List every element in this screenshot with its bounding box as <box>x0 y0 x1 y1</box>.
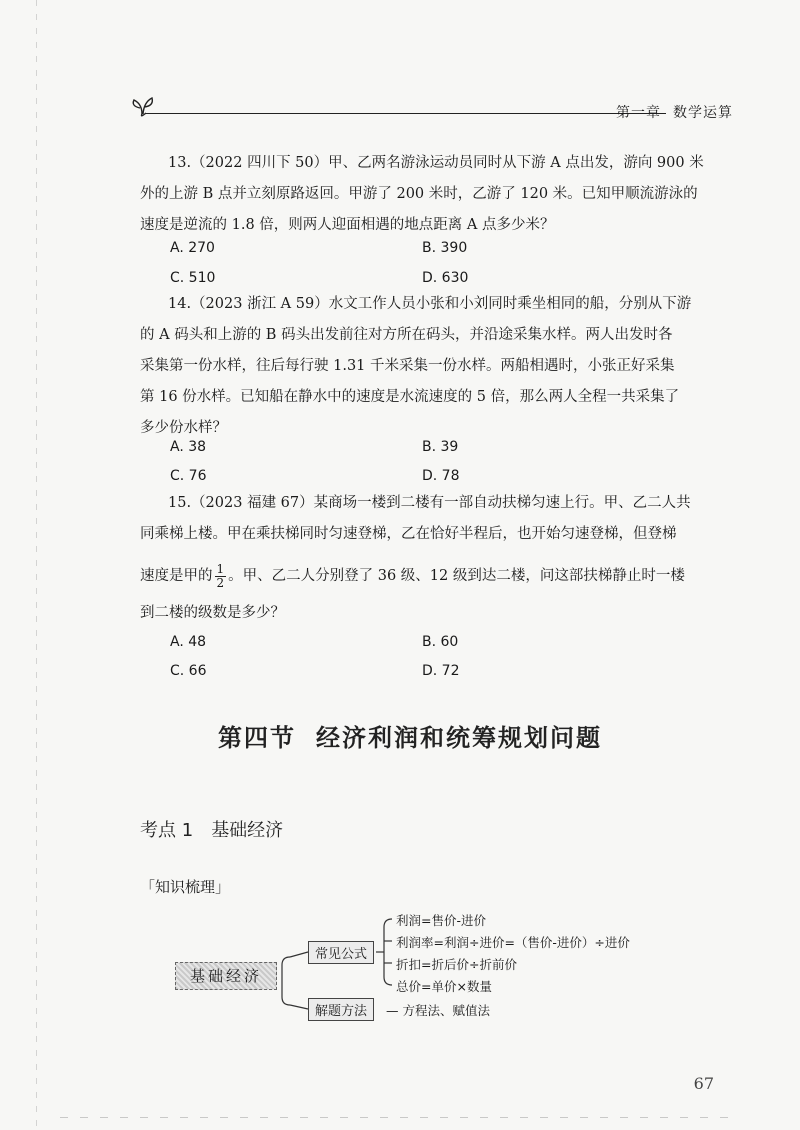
page-scan-edge-bottom <box>60 1117 740 1118</box>
question-line: 到二楼的级数是多少？ <box>140 605 285 621</box>
option-d: D. 630 <box>422 270 469 286</box>
option-d: D. 78 <box>422 468 460 484</box>
mindmap-branch-methods: 解题方法 <box>308 998 374 1021</box>
option-a: A. 48 <box>170 634 207 650</box>
option-c: C. 66 <box>170 663 207 679</box>
chapter-title <box>604 102 733 122</box>
option-b: B. 39 <box>422 439 459 455</box>
question-line: 速度是甲的 $\frac{1}{2}$ 。甲、乙二人分别登了 36 级、12 级到达二楼，问这部扶梯静止时一楼 <box>140 561 685 590</box>
formula-item: 利润率=利润÷进价=（售价-进价）÷进价 <box>396 935 630 950</box>
header-rule <box>146 113 666 114</box>
page-scan-edge <box>36 0 37 1130</box>
question-13 <box>140 148 720 241</box>
question-line: 14.（2023 浙江 A 59）水文工作人员小张和小刘同时乘坐相同的船，分别从下游 <box>168 296 692 312</box>
formula-item: 总价=单价×数量 <box>396 979 492 994</box>
option-a: A. 38 <box>170 439 207 455</box>
question-14 <box>140 289 720 444</box>
question-line: 同乘梯上楼。甲在乘扶梯同时匀速登梯，乙在恰好半程后，也开始匀速登梯，但登梯 <box>140 526 677 542</box>
option-d: D. 72 <box>422 663 460 679</box>
question-line: 采集第一份水样，往后每行驶 1.31 千米采集一份水样。两船相遇时，小张正好采集 <box>140 358 675 374</box>
question-line: 外的上游 B 点并立刻原路返回。甲游了 200 米时，乙游了 120 米。已知甲顺流游泳的 <box>140 186 698 202</box>
fraction-one-half: $\frac{1}{2}$ <box>216 561 225 590</box>
mindmap-branch-formulas: 常见公式 <box>308 941 374 964</box>
chapter-number: 第一章 <box>616 105 661 121</box>
mindmap <box>170 905 730 1025</box>
question-line: 13.（2022 四川下 50）甲、乙两名游泳运动员同时从下游 A 点出发，游向 900 米 <box>168 155 704 171</box>
section-number: 第四节 <box>218 724 296 752</box>
method-item: — 方程法、赋值法 <box>386 1003 490 1018</box>
option-b: B. 60 <box>422 634 459 650</box>
option-b: B. 390 <box>422 240 468 256</box>
sprout-icon <box>128 92 158 120</box>
question-line: 速度是逆流的 1.8 倍，则两人迎面相遇的地点距离 A 点多少米？ <box>140 217 555 233</box>
formula-item: 折扣=折后价÷折前价 <box>396 957 517 972</box>
kaodian-label: 考点 1 <box>140 820 194 841</box>
section-name: 经济利润和统筹规划问题 <box>316 724 602 752</box>
option-c: C. 76 <box>170 468 207 484</box>
question-line: 多少份水样？ <box>140 420 227 436</box>
kaodian-heading <box>140 816 283 842</box>
question-15 <box>140 488 720 629</box>
mindmap-root: 基础经济 <box>175 962 277 990</box>
question-line: 15.（2023 福建 67）某商场一楼到二楼有一部自动扶梯匀速上行。甲、乙二人共 <box>168 495 691 511</box>
question-line: 的 A 码头和上游的 B 码头出发前往对方所在码头，并沿途采集水样。两人出发时各 <box>140 327 673 343</box>
option-c: C. 510 <box>170 270 216 286</box>
formula-item: 利润=售价-进价 <box>396 913 486 928</box>
option-a: A. 270 <box>170 240 215 256</box>
section-title <box>0 718 800 753</box>
kaodian-title: 基础经济 <box>211 820 284 841</box>
chapter-topic: 数学运算 <box>673 105 733 121</box>
knowledge-review-label: 「知识梳理」 <box>140 878 231 896</box>
question-line: 第 16 份水样。已知船在静水中的速度是水流速度的 5 倍，那么两人全程一共采集了 <box>140 389 680 405</box>
running-header <box>128 92 733 122</box>
page-number: 67 <box>693 1074 714 1093</box>
